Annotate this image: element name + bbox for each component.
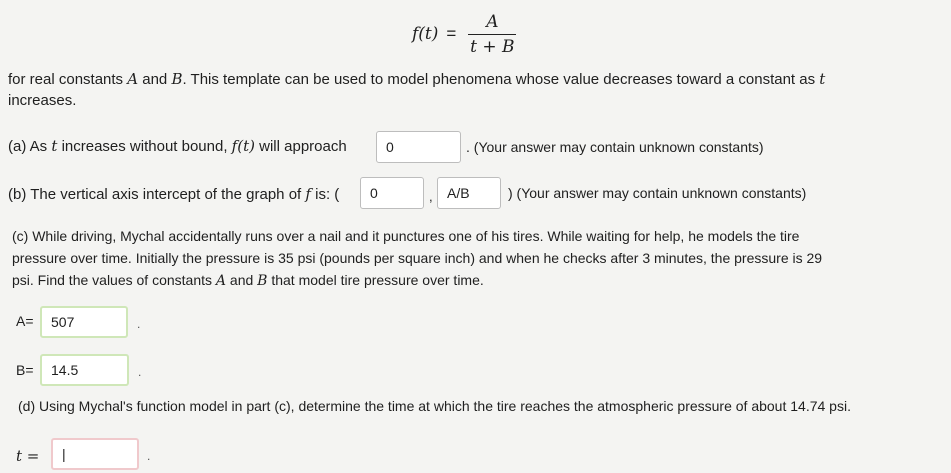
part-b-is: is: ( — [315, 186, 340, 203]
b-value: 14.5 — [51, 362, 79, 378]
part-a-note: . (Your answer may contain unknown constants) — [466, 139, 764, 155]
part-a-f: f(t) — [231, 137, 255, 155]
formula-lhs: f(t) — [412, 24, 439, 44]
part-b-question — [8, 185, 339, 203]
formula-fraction — [468, 12, 516, 57]
intro-and: and — [142, 71, 168, 88]
part-b-prefix: (b) The vertical axis intercept of the graph of — [8, 186, 302, 203]
formula-equals: = — [446, 24, 457, 43]
part-c-a: A — [215, 273, 227, 289]
a-period: . — [137, 317, 141, 331]
part-c-b: B — [257, 273, 268, 289]
t-value-input[interactable] — [51, 438, 139, 470]
b-value-input[interactable] — [40, 354, 129, 386]
t-value: | — [62, 446, 66, 462]
variable-t: t — [819, 70, 826, 88]
function-formula — [412, 8, 516, 60]
a-value: 507 — [51, 314, 75, 330]
part-b-f: f — [305, 185, 311, 203]
part-a-prefix: (a) As — [8, 138, 48, 155]
part-b-answer-x-input[interactable] — [360, 177, 424, 209]
part-b-answer-y-input[interactable] — [437, 177, 501, 209]
intro-text: for real constants — [8, 71, 124, 88]
part-c-line-3 — [12, 272, 484, 289]
part-a-answer-input[interactable] — [376, 131, 461, 163]
b-label: B= — [16, 362, 34, 378]
part-d-question: (d) Using Mychal's function model in part (c), determine the time at which the tire reaches the atmospheric pressure of about 14.74 psi. — [18, 398, 851, 414]
intro-line-2: increases. — [8, 92, 77, 109]
part-b-answer-x-value: 0 — [370, 185, 378, 201]
formula-numerator: A — [486, 11, 499, 32]
intro-line-1 — [8, 70, 825, 88]
a-label: A= — [16, 313, 34, 329]
part-c-text-2: that model tire pressure over time. — [271, 272, 484, 288]
t-period: . — [147, 449, 151, 463]
b-period: . — [138, 365, 142, 379]
part-c-text: psi. Find the values of constants — [12, 272, 212, 288]
part-a-mid: increases without bound, — [61, 138, 228, 155]
part-a-answer-value: 0 — [386, 139, 394, 155]
part-b-comma: , — [429, 189, 433, 204]
part-b-answer-y-value: A/B — [447, 185, 470, 201]
part-a-suffix: will approach — [259, 138, 347, 155]
t-label: t = — [16, 447, 40, 465]
constant-a: A — [127, 70, 139, 88]
part-a-question — [8, 137, 347, 155]
part-c-and: and — [229, 272, 254, 288]
part-b-note: ) (Your answer may contain unknown constants) — [508, 185, 807, 201]
constant-b: B — [171, 70, 183, 88]
part-c-line-2: pressure over time. Initially the pressure is 35 psi (pounds per square inch) and when he checks after 3 minutes, the pressure is 29 — [12, 250, 823, 266]
intro-text-2: . This template can be used to model phenomena whose value decreases toward a constant as — [182, 71, 816, 88]
part-a-t: t — [51, 137, 58, 155]
part-c-line-1: (c) While driving, Mychal accidentally runs over a nail and it punctures one of his tires. While waiting for help, he models the tire — [12, 228, 800, 244]
a-value-input[interactable] — [40, 306, 128, 338]
formula-denominator: t + B — [470, 36, 515, 57]
